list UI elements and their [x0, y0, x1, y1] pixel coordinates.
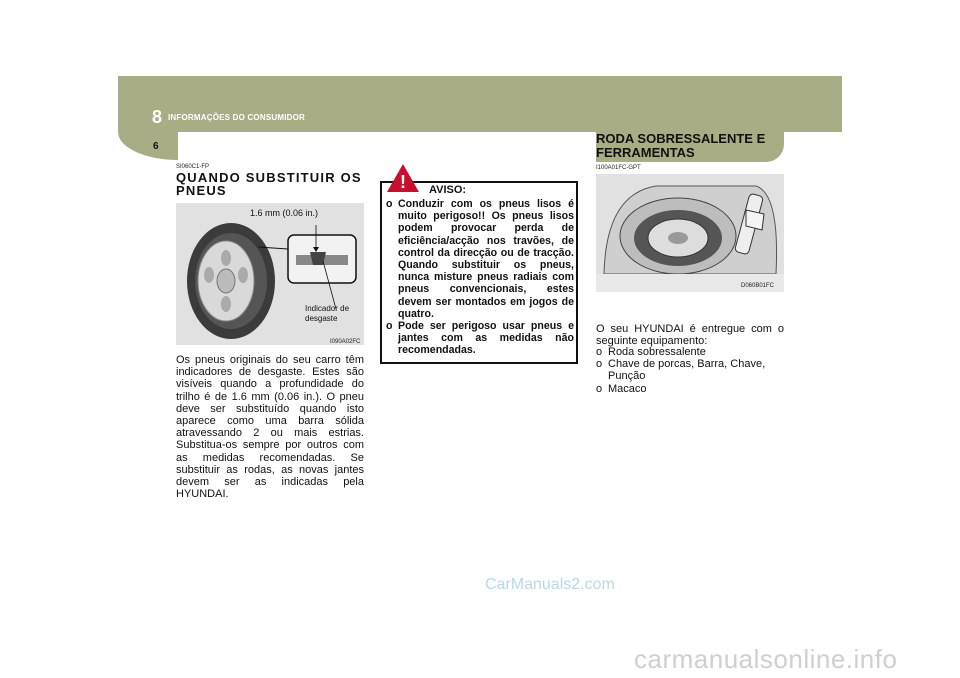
warning-bullet: o: [386, 320, 393, 333]
warning-title: AVISO:: [429, 184, 467, 196]
right-section-title: RODA SOBRESSALENTE E FERRAMENTAS: [596, 131, 766, 160]
warning-icon: [386, 163, 420, 193]
right-section-code: I100A01FC-GPT: [596, 165, 641, 171]
list-bullet: o: [596, 346, 603, 358]
equipment-intro: O seu HYUNDAI é entregue com o seguinte equipamento:: [596, 323, 784, 348]
spare-wheel-figure: [596, 174, 784, 292]
tire-body-text: Os pneus originais do seu carro têm indicadores de desgaste. Estes são visíveis quando a profundidade do trilho é de 1.6 mm (0.06 in.). O pneu deve ser substituído quando isto aparece como uma barra sólida atravessando 2 ou mais estrias. Substitua-os sempre por outros com as medidas recomendadas. Se substituir as rodas, as novas jantes devem ser as indicadas pela HYUNDAI.: [176, 354, 364, 501]
warning-bullet: o: [386, 198, 393, 210]
list-item-text: Roda sobressalente: [608, 346, 706, 358]
warning-item-text: Pode ser perigoso usar pneus e jantes com as medidas não recomendadas.: [398, 320, 574, 357]
chapter-title: INFORMAÇÕES DO CONSUMIDOR: [168, 113, 305, 122]
warning-list: [386, 198, 574, 357]
trunk-illustration: [596, 174, 784, 292]
equipment-list: [596, 346, 786, 395]
header-band: [118, 76, 842, 132]
chapter-number: 8: [152, 107, 163, 127]
warning-icon-symbol: !: [400, 172, 406, 192]
list-bullet: o: [596, 382, 603, 395]
list-item: [596, 346, 786, 358]
warning-item: [386, 198, 574, 320]
page-number: 6: [153, 141, 159, 152]
warning-item-text: Conduzir com os pneus lisos é muito perigoso!! Os pneus lisos podem provocar perda de eficiência/acção nos travões, de control da direcção ou de tracção. Quando substituir os pneus, nunca misture pneus radiais com pneus convencionais, estes devem ser montados em jogos de quatro.: [398, 198, 574, 320]
list-item: [596, 358, 786, 382]
measure-label: 1.6 mm (0.06 in.): [250, 208, 319, 218]
watermark-carmanuals2[interactable]: CarManuals2.com: [485, 576, 615, 593]
list-item: [596, 383, 786, 395]
section-code: SI060C1-FP: [176, 164, 210, 170]
indicator-label: Indicador de desgaste: [305, 304, 350, 323]
header-curve: [118, 132, 178, 160]
figure-code: I090A02FC: [330, 339, 361, 345]
right-figure-code: D060B01FC: [741, 283, 775, 289]
warning-item: [386, 320, 574, 357]
section-title: QUANDO SUBSTITUIR OS PNEUS: [176, 170, 362, 198]
list-item-text: Chave de porcas, Barra, Chave, Punção: [608, 358, 766, 383]
watermark-carmanualsonline[interactable]: carmanualsonline.info: [634, 644, 898, 674]
list-bullet: o: [596, 358, 603, 371]
list-item-text: Macaco: [608, 382, 647, 395]
